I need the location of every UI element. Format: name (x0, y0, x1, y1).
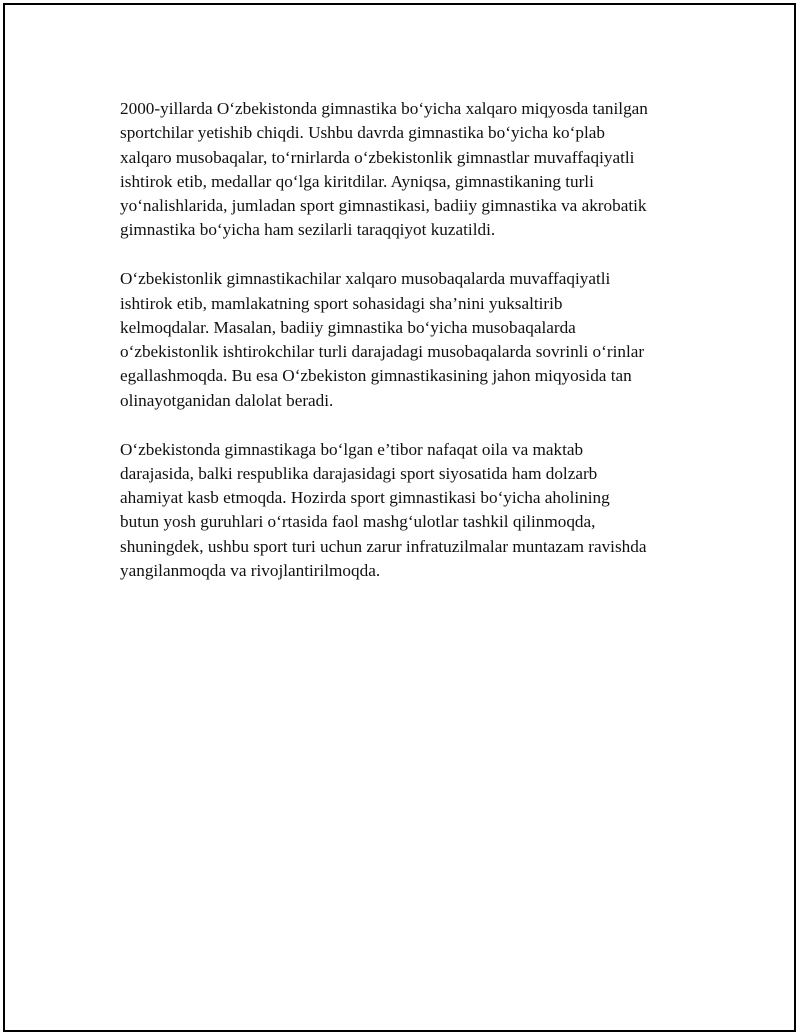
text-line: olinayotganidan dalolat beradi. (120, 390, 334, 410)
paragraph-2 (120, 267, 700, 413)
document-page (3, 3, 796, 1032)
text-line: shuningdek, ushbu sport turi uchun zarur infratuzilmalar muntazam ravishda (120, 536, 647, 556)
text-line: ahamiyat kasb etmoqda. Hozirda sport gimnastikasi bo‘yicha aholining (120, 488, 610, 508)
document-body (120, 97, 700, 608)
text-line: O‘zbekistonlik gimnastikachilar xalqaro musobaqalarda muvaffaqiyatli (120, 269, 611, 289)
text-line: ishtirok etib, mamlakatning sport sohasidagi sha’nini yuksaltirib (120, 293, 563, 313)
text-line: kelmoqdalar. Masalan, badiiy gimnastika bo‘yicha musobaqalarda (120, 317, 576, 337)
text-line: egallashmoqda. Bu esa O‘zbekiston gimnastikasining jahon miqyosida tan (120, 366, 632, 386)
text-line: butun yosh guruhlari o‘rtasida faol mashg‘ulotlar tashkil qilinmoqda, (120, 512, 596, 532)
text-line: xalqaro musobaqalar, to‘rnirlarda o‘zbekistonlik gimnastlar muvaffaqiyatli (120, 147, 635, 167)
paragraph-1 (120, 97, 700, 243)
text-line: darajasida, balki respublika darajasidagi sport siyosatida ham dolzarb (120, 463, 598, 483)
text-line: ishtirok etib, medallar qo‘lga kiritdilar. Ayniqsa, gimnastikaning turli (120, 171, 594, 191)
text-line: o‘zbekistonlik ishtirokchilar turli darajadagi musobaqalarda sovrinli o‘rinlar (120, 342, 645, 362)
text-line: gimnastika bo‘yicha ham sezilarli taraqqiyot kuzatildi. (120, 220, 496, 240)
paragraph-3 (120, 438, 700, 584)
text-line: O‘zbekistonda gimnastikaga bo‘lgan e’tibor nafaqat oila va maktab (120, 439, 584, 459)
text-line: 2000-yillarda O‘zbekistonda gimnastika bo‘yicha xalqaro miqyosda tanilgan (120, 99, 648, 118)
text-line: yo‘nalishlarida, jumladan sport gimnastikasi, badiiy gimnastika va akrobatik (120, 196, 647, 216)
text-line: sportchilar yetishib chiqdi. Ushbu davrda gimnastika bo‘yicha ko‘plab (120, 123, 605, 143)
text-line: yangilanmoqda va rivojlantirilmoqda. (120, 561, 381, 581)
